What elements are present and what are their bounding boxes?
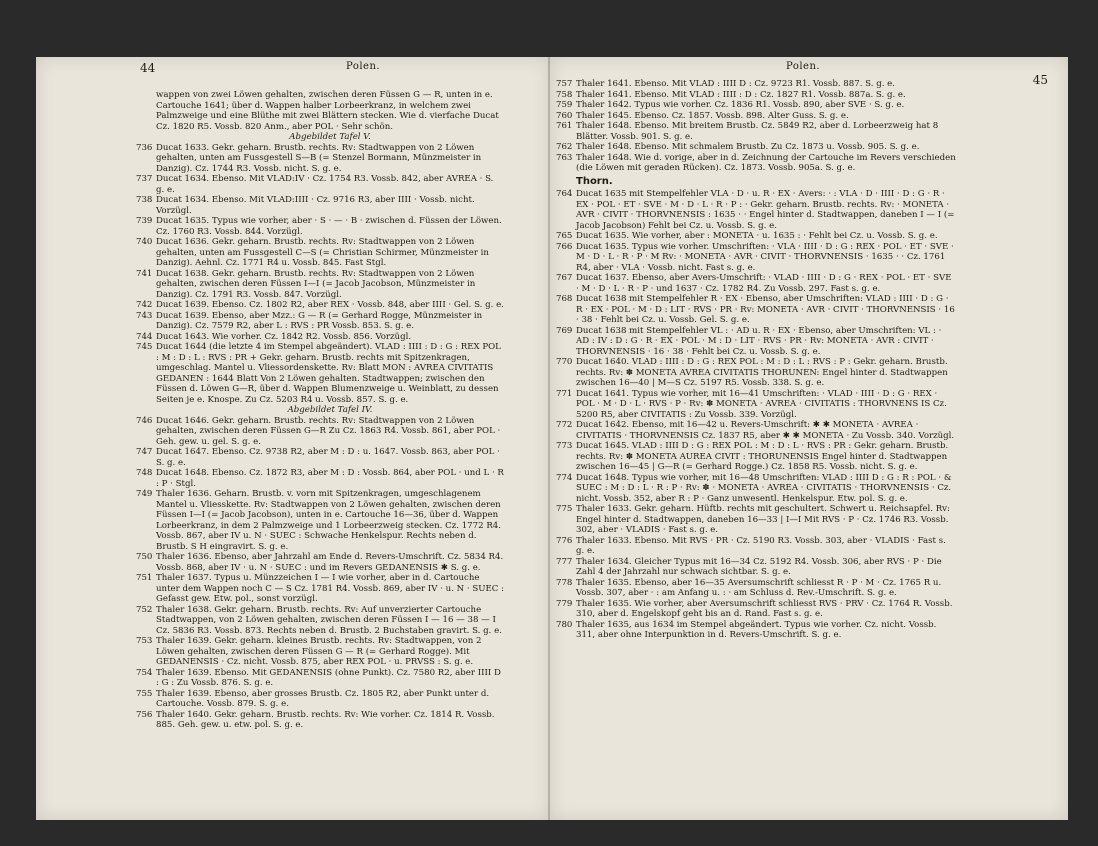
entry-text: Thaler 1636. Geharn. Brustb. v. vorn mit Spitzenkragen, umgeschlagenem Mantel u. Vliesskette. Rv: Stadtwappen von 2 Löwen gehalten, zwischen deren Füssen I—I (= Jacob Jacobson), unten in e. Cartouche 16—36, über d. Wappen Lorbeerkranz, in dem 2 Palmzweige und 1 Lorbeerzweig stecken. Cz. 1772 R4. Vossb. 867, aber IV u. N · SUEC : Schwache Henkelspur. Rechts neben d. Brustb. S H eingravirt. S. g. e.	[156, 489, 501, 552]
entry-number: 752	[136, 604, 153, 615]
catalogue-entry	[136, 143, 504, 175]
entry-text: Ducat 1648. Ebenso. Cz. 1872 R3, aber M : D : Vossb. 864, aber POL · und L · R : P · Stgl.	[156, 468, 504, 489]
entry-text: Thaler 1637. Typus u. Münzzeichen I — I wie vorher, aber in d. Cartouche unter dem Wappen noch C — S Cz. 1781 R4. Vossb. 869, aber IV · u. N · SUEC : Gefasst gew. Etw. pol., sonst vorzügl.	[156, 573, 504, 604]
entry-text: Thaler 1639. Ebenso, aber grosses Brustb. Cz. 1805 R2, aber Punkt unter d. Cartouche. Vossb. 879. S. g. e.	[156, 688, 490, 709]
catalogue-entry	[556, 242, 956, 274]
entry-text: Ducat 1635. Typus wie vorher. Umschriften: · VLA · IIII · D : G : REX · POL · ET · SVE · M · D · L · R · P · M Rv: · MONETA · AVR · CIVIT · THORVNENSIS · 1635 · · Cz. 1761 R4, aber · VLA · Vossb. nicht. Fast s. g. e.	[576, 241, 954, 273]
entry-number: 775	[556, 504, 573, 514]
entry-text: Thaler 1645. Ebenso. Cz. 1857. Vossb. 898. Alter Guss. S. g. e.	[576, 110, 849, 121]
catalogue-entry	[556, 441, 956, 473]
entry-text: Thaler 1633. Ebenso. Mit RVS · PR · Cz. 5190 R3. Vossb. 303, aber · VLADIS · Fast s. g. e.	[576, 535, 946, 556]
entry-text: Ducat 1634. Ebenso. Mit VLAD:IV · Cz. 1754 R3. Vossb. 842, aber AVREA · S. g. e.	[156, 174, 494, 195]
catalogue-entry	[556, 389, 956, 421]
entry-number: 767	[556, 273, 573, 283]
entry-text: Ducat 1644 (die letzte 4 im Stempel abgeändert). VLAD : IIII : D : G : REX POL : M : D : L : RVS : PR + Gekr. geharn. Brustb. rechts mit Spitzenkragen, umgeschlag. Mantel u. Vliessordenskette. Rv: Blatt MON : AVREA CIVITATIS GEDANEN : 1644 Blatt Von 2 Löwen gehalten. Stadtwappen; zwischen den Füssen d. Löwen G—R, über d. Wappen Blumenzweige u. Weinblatt, zu dessen Seiten je e. Knospe. Zu Cz. 5203 R4 u. Vossb. 857. S. g. e.	[156, 342, 501, 405]
catalogue-entry	[556, 121, 956, 142]
catalogue-entry	[556, 79, 956, 90]
catalogue-entry	[136, 468, 504, 489]
entry-number: 766	[556, 241, 573, 252]
entry-text: Ducat 1648. Typus wie vorher, mit 16—48 Umschriften: VLAD : IIII D : G : R : POL · & SUEC : M : D : L · R : P · Rv: ✽ · MONETA · AVREA · CIVITATIS · THORVNENSIS · Cz. nicht. Vossb. 352, aber R : P · Ganz unwesentl. Henkelspur. Etw. pol. S. g. e.	[576, 472, 952, 504]
entry-text: Ducat 1637. Ebenso, aber Avers-Umschrift: · VLAD · IIII · D : G · REX · POL · ET · SVE · M · D · L · R · P · und 1637 · Cz. 1782 R4. Zu Vossb. 297. Fast s. g. e.	[576, 273, 952, 294]
entry-text: Ducat 1636. Gekr. geharn. Brustb. rechts. Rv: Stadtwappen von 2 Löwen gehalten, unten am Fussgestell C—S (= Christian Schirmer, Münzmeister in Danzig). Aehnl. Cz. 1771 R4 u. Vossb. 845. Fast Stgl.	[156, 237, 489, 268]
section-heading: Thorn.	[576, 175, 613, 187]
catalogue-entry	[136, 489, 504, 552]
entry-text: Thaler 1635. Ebenso, aber 16—35 Aversumschrift schliesst R · P · M · Cz. 1765 R u. Vossb. 307, aber · : am Anfang u. : · am Schluss d. Rev.-Umschrift. S. g. e.	[576, 577, 942, 598]
entry-number: 776	[556, 535, 573, 546]
entry-text: Thaler 1641. Ebenso. Mit VLAD : IIII D : Cz. 9723 R1. Vossb. 887. S. g. e.	[576, 79, 895, 89]
entry-number: 736	[136, 142, 153, 153]
catalogue-entry	[136, 174, 504, 195]
entry-number: 777	[556, 556, 573, 567]
entry-number: 761	[556, 121, 573, 131]
entry-text: Ducat 1639. Ebenso, aber Mzz.: G — R (= Gerhard Rogge, Münzmeister in Danzig). Cz. 7579 R2, aber L : RVS : PR Vossb. 853. S. g. e.	[156, 310, 483, 331]
entry-text: Ducat 1642. Ebenso, mit 16—42 u. Revers-Umschrift: ✱ ✱ MONETA · AVREA · CIVITATIS · THORVNENSIS Cz. 1837 R5, aber ✱ ✱ MONETA · Zu Vossb. 340. Vorzügl.	[576, 420, 955, 441]
catalogue-entry	[136, 573, 504, 605]
entry-number: 742	[136, 300, 153, 310]
catalogue-entry	[556, 189, 956, 231]
catalogue-entry	[556, 142, 956, 153]
catalogue-entry	[556, 153, 956, 174]
entry-number: 739	[136, 216, 153, 226]
entry-number: 743	[136, 310, 153, 321]
entry-number: 764	[556, 189, 573, 199]
catalogue-entry	[556, 536, 956, 557]
entry-number: 773	[556, 441, 573, 451]
catalogue-entry	[556, 473, 956, 505]
entry-number: 768	[556, 294, 573, 304]
catalogue-entry	[136, 332, 504, 343]
entry-text: Thaler 1635, aus 1634 im Stempel abgeändert. Typus wie vorher. Cz. nicht. Vossb. 311, aber ohne Interpunktion in d. Revers-Umschrift. S. g. e.	[576, 619, 937, 640]
catalogue-entry	[136, 447, 504, 468]
entry-text: Ducat 1638. Gekr. geharn. Brustb. rechts. Rv: Stadtwappen von 2 Löwen gehalten, zwischen deren Füssen I—I (= Jacob Jacobson, Münzmeister in Danzig). Cz. 1791 R3. Vossb. 847. Vorzügl.	[156, 268, 476, 300]
entry-number: 738	[136, 195, 153, 205]
entry-text: Thaler 1648. Ebenso. Mit schmalem Brustb. Zu Cz. 1873 u. Vossb. 905. S. g. e.	[576, 142, 920, 152]
running-head: Polen.	[346, 61, 381, 72]
entry-text: Ducat 1635. Wie vorher, aber : MONETA · u. 1635 : · Fehlt bei Cz. u. Vossb. S. g. e.	[576, 231, 938, 241]
entry-number: 765	[556, 231, 573, 241]
entry-number: 744	[136, 331, 153, 342]
catalogue-entry	[556, 620, 956, 641]
entry-number: 760	[556, 110, 573, 121]
catalogue-entry	[136, 668, 504, 689]
entry-number: 756	[136, 709, 153, 720]
entry-text: Ducat 1643. Wie vorher. Cz. 1842 R2. Vossb. 856. Vorzügl.	[156, 331, 412, 342]
entry-text: Ducat 1634. Ebenso. Mit VLAD:IIII · Cz. 9716 R3, aber IIII · Vossb. nicht. Vorzügl.	[156, 195, 475, 216]
catalogue-entry	[136, 269, 504, 301]
catalogue-entry	[136, 237, 504, 269]
entry-text: Thaler 1638. Gekr. geharn. Brustb. rechts. Rv: Auf unverzierter Cartouche Stadtwappen, von 2 Löwen gehalten, zwischen deren Füssen I — 16 — 38 — I Cz. 5836 R3. Vossb. 873. Rechts neben d. Brustb. 2 Buchstaben gravirt. S. g. e.	[156, 604, 502, 636]
entry-number: 769	[556, 325, 573, 336]
entry-number: 780	[556, 619, 573, 630]
entry-number: 751	[136, 573, 153, 583]
running-head: Polen.	[786, 61, 821, 72]
entry-text: Ducat 1635. Typus wie vorher, aber · S · — · B · zwischen d. Füssen der Löwen. Cz. 1760 R3. Vossb. 844. Vorzügl.	[156, 216, 502, 237]
catalogue-entry	[136, 311, 504, 332]
entry-number: 750	[136, 552, 153, 562]
entry-number: 772	[556, 420, 573, 430]
catalogue-entry	[556, 599, 956, 620]
page-number: 44	[140, 61, 156, 75]
entry-text: Thaler 1633. Gekr. geharn. Hüftb. rechts mit geschultert. Schwert u. Reichsapfel. Rv: Engel hinter d. Stadtwappen, daneben 16—33 | I—I Mit RVS · P · Cz. 1746 R3. Vossb. 302, aber · VLADIS · Fast s. g. e.	[576, 504, 950, 535]
entry-number: 740	[136, 237, 153, 247]
right-page	[550, 57, 1068, 820]
catalogue-entry	[556, 231, 956, 242]
entry-number: 746	[136, 415, 153, 426]
entry-number: 757	[556, 79, 573, 89]
entry-text: wappen von zwei Löwen gehalten, zwischen deren Füssen G — R, unten in e. Cartouche 1641; über d. Wappen halber Lorbeerkranz, in welchem zwei Palmzweige und eine Blüthe mit zwei Blättern stecken. Wie d. vierfache Ducat Cz. 1820 R5. Vossb. 820 Anm., aber POL · Sehr schön.	[156, 90, 499, 132]
catalogue-entry	[556, 557, 956, 578]
entry-text: Ducat 1635 mit Stempelfehler VLA · D · u. R · EX · Avers: · : VLA · D · IIII · D : G · R · EX · POL · ET · SVE · M · D · L · R · P : · Gekr. geharn. Brustb. rechts. Rv: · MONETA · AVR · CIVIT · THORVNENSIS : 1635 · · Engel hinter d. Stadtwappen, daneben I — I (= Jacob Jacobson) Fehlt bei Cz. u. Vossb. S. g. e.	[576, 189, 955, 231]
entry-text: Thaler 1648. Ebenso. Mit breitem Brustb. Cz. 5849 R2, aber d. Lorbeerzweig hat 8 Blätter. Vossb. 901. S. g. e.	[576, 121, 939, 142]
catalogue-entry	[136, 552, 504, 573]
entry-text: Ducat 1640. VLAD : IIII : D : G : REX POL : M : D : L : RVS : P : Gekr. geharn. Brustb. rechts. Rv: ✽ MONETA AVREA CIVITATIS THORUNEN: Engel hinter d. Stadtwappen zwischen 16—40 | M—S Cz. 5197 R5. Vossb. 338. S. g. e.	[576, 357, 948, 388]
entry-number: 763	[556, 152, 573, 163]
entry-number: 770	[556, 357, 573, 367]
entry-text: Ducat 1638 mit Stempelfehler VL : · AD u. R · EX · Ebenso, aber Umschriften: VL : · AD : IV : D : G · R · EX · POL · M : D · LIT · RVS · PR · Rv: MONETA · AVR : CIVIT · THORVNENSIS · 16 · 38 · Fehlt bei Cz. u. Vossb. S. g. e.	[576, 325, 942, 357]
entry-text: Thaler 1639. Gekr. geharn. kleines Brustb. rechts. Rv: Stadtwappen, von 2 Löwen gehalten, zwischen deren Füssen G — R (= Gerhard Rogge). Mit GEDANENSIS · Cz. nicht. Vossb. 875, aber REX POL · u. PRVSS : S. g. e.	[156, 636, 482, 667]
entry-number: 741	[136, 268, 153, 279]
entry-number: 745	[136, 342, 153, 352]
entry-number: 754	[136, 667, 153, 678]
entry-text: Thaler 1639. Ebenso. Mit GEDANENSIS (ohne Punkt). Cz. 7580 R2, aber IIII D : G : Zu Vossb. 876. S. g. e.	[156, 667, 501, 688]
entry-number	[136, 90, 156, 132]
entry-text: Ducat 1645. VLAD : IIII D : G : REX POL : M : D : L · RVS : PR : Gekr. geharn. Brustb. rechts. Rv: ✽ MONETA AUREA CIVIT : THORUNENSIS Engel hinter d. Stadtwappen zwischen 16—45 | G—R (= Gerhard Rogge.) Cz. 1858 R5. Vossb. nicht. S. g. e.	[576, 441, 949, 472]
entry-number: 762	[556, 142, 573, 152]
entry-text: Ducat 1641. Typus wie vorher, mit 16—41 Umschriften: · VLAD · IIII · D : G · REX · POL · M · D · L · RVS · P · Rv: ✽ MONETA · AVREA · CIVITATIS : THORVNENS IS Cz. 5200 R5, aber CIVITATIS : Zu Vossb. 339. Vorzügl.	[576, 388, 947, 420]
catalogue-entry	[136, 605, 504, 637]
left-page	[36, 57, 550, 820]
catalogue-entry	[556, 294, 956, 326]
entry-text: Thaler 1648. Wie d. vorige, aber in d. Zeichnung der Cartouche im Revers verschieden (die Löwen mit geraden Rücken). Cz. 1873. Vossb. 905a. S. g. e.	[576, 152, 956, 173]
entry-number: 778	[556, 577, 573, 588]
entry-text: Ducat 1647. Ebenso. Cz. 9738 R2, aber M : D : u. 1647. Vossb. 863, aber POL · S. g. e.	[156, 447, 500, 468]
entry-text: Thaler 1640. Gekr. geharn. Brustb. rechts. Rv: Wie vorher. Cz. 1814 R. Vossb. 885. Geh. gew. u. etw. pol. S. g. e.	[156, 709, 495, 730]
catalogue-entry	[556, 357, 956, 389]
entry-text: Thaler 1641. Ebenso. Mit VLAD : IIII : D : Cz. 1827 R1. Vossb. 887a. S. g. e.	[576, 89, 906, 100]
catalogue-entry	[136, 90, 504, 132]
catalogue-entry	[556, 273, 956, 294]
catalogue-entry	[136, 300, 504, 311]
entry-number: 753	[136, 636, 153, 646]
entry-text: Thaler 1635. Wie vorher, aber Aversumschrift schliesst RVS · PRV · Cz. 1764 R. Vossb. 310, aber d. Engelskopf geht bis an d. Rand. Fast s. g. e.	[576, 598, 953, 619]
catalogue-entry	[136, 342, 504, 405]
catalogue-column	[556, 79, 956, 641]
catalogue-entry	[136, 195, 504, 216]
entry-number: 737	[136, 174, 153, 184]
entry-number: 755	[136, 688, 153, 699]
catalogue-entry	[556, 90, 956, 101]
entry-number: 779	[556, 598, 573, 609]
catalogue-column	[136, 90, 504, 731]
plate-reference: Abgebildet Tafel V.	[289, 132, 371, 142]
entry-text: Ducat 1638 mit Stempelfehler R · EX · Ebenso, aber Umschriften: VLAD : IIII · D : G · R · EX · POL · M · D : LIT · RVS · PR · Rv: MONETA · AVR · CIVIT · THORVNENSIS · 16 · 38 · Fehlt bei Cz. u. Vossb. Gel. S. g. e.	[576, 294, 955, 325]
catalogue-entry	[556, 100, 956, 111]
catalogue-entry	[136, 216, 504, 237]
plate-reference: Abgebildet Tafel IV.	[287, 405, 373, 415]
entry-text: Thaler 1634. Gleicher Typus mit 16—34 Cz. 5192 R4. Vossb. 306, aber RVS · P · Die Zahl 4 der Jahrzahl nur schwach sichtbar. S. g. e.	[576, 556, 942, 577]
entry-text: Thaler 1636. Ebenso, aber Jahrzahl am Ende d. Revers-Umschrift. Cz. 5834 R4. Vossb. 868, aber IV · u. N · SUEC : und im Revers GEDANENSIS ✱ S. g. e.	[156, 552, 504, 573]
catalogue-entry	[136, 636, 504, 668]
catalogue-entry	[136, 710, 504, 731]
entry-text: Ducat 1639. Ebenso. Cz. 1802 R2, aber REX · Vossb. 848, aber IIII · Gel. S. g. e.	[156, 300, 504, 310]
catalogue-entry	[556, 578, 956, 599]
entry-number: 758	[556, 89, 573, 100]
entry-number: 747	[136, 447, 153, 457]
catalogue-entry	[556, 326, 956, 358]
entry-number: 771	[556, 388, 573, 399]
catalogue-entry	[136, 689, 504, 710]
catalogue-entry	[556, 504, 956, 536]
catalogue-entry	[556, 420, 956, 441]
entry-text: Ducat 1646. Gekr. geharn. Brustb. rechts. Rv: Stadtwappen von 2 Löwen gehalten, zwischen deren Füssen G—R Zu Cz. 1863 R4. Vossb. 861, aber POL · Geh. gew. u. gel. S. g. e.	[156, 415, 501, 447]
entry-text: Thaler 1642. Typus wie vorher. Cz. 1836 R1. Vossb. 890, aber SVE · S. g. e.	[576, 100, 905, 110]
entry-number: 749	[136, 489, 153, 499]
catalogue-entry	[136, 416, 504, 448]
entry-number: 759	[556, 100, 573, 110]
entry-text: Ducat 1633. Gekr. geharn. Brustb. rechts. Rv: Stadtwappen von 2 Löwen gehalten, unten am Fussgestell S—B (= Stenzel Bormann, Münzmeister in Danzig). Cz. 1744 R3. Vossb. nicht. S. g. e.	[156, 142, 482, 174]
entry-number: 748	[136, 468, 153, 478]
catalogue-entry	[556, 111, 956, 122]
entry-number: 774	[556, 472, 573, 483]
page-number: 45	[1032, 73, 1048, 87]
